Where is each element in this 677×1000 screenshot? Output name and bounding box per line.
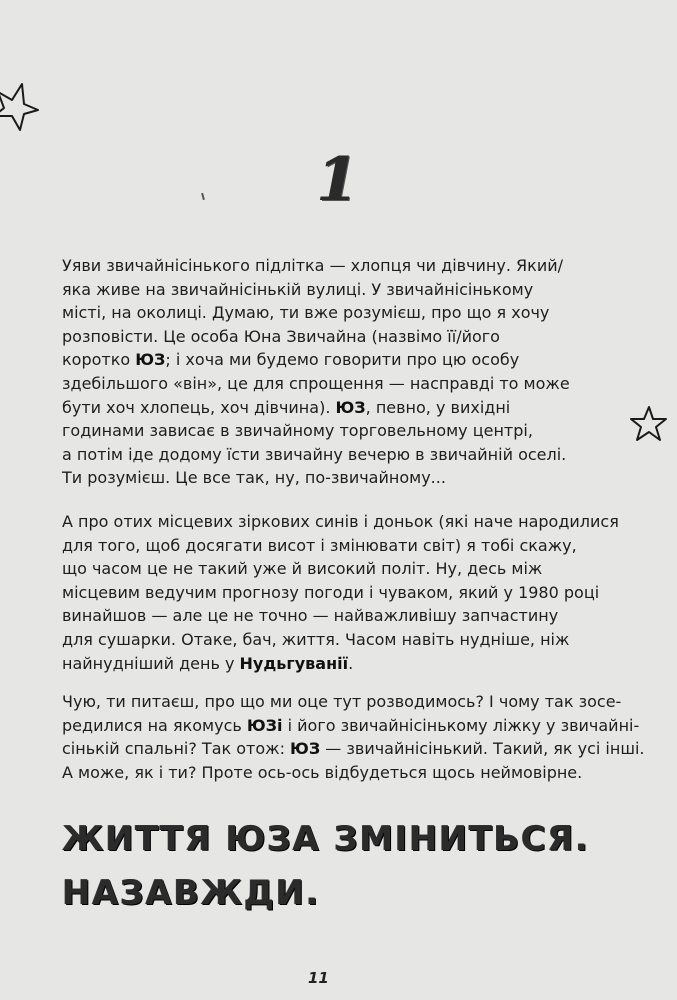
text-line — [62, 714, 640, 738]
bold-term: ЮЗ — [335, 397, 366, 417]
bold-term: ЮЗ — [290, 739, 321, 759]
text-line — [62, 761, 622, 785]
headline — [62, 812, 589, 920]
text-run: годинами зависає в звичайному торговельному центрі, — [62, 421, 533, 441]
text-line — [62, 737, 645, 761]
text-run: . — [348, 653, 354, 673]
text-run: Ти розумієш. Це все так, ну, по-звичайному... — [62, 468, 446, 488]
text-run: бути хоч хлопець, хоч дівчина). — [62, 397, 336, 417]
bold-term: ЮЗі — [246, 715, 283, 735]
text-run: Чую, ти питаєш, про що ми оце тут розводимось? І чому так зосе- — [62, 692, 622, 711]
text-line — [62, 254, 622, 278]
text-line — [62, 510, 622, 534]
paragraph-1 — [62, 254, 622, 490]
text-run: Уяви звичайнісінького підлітка — хлопця чи дівчину. Який/ — [62, 256, 563, 275]
paragraph-2 — [62, 510, 622, 675]
text-run: місті, на околиці. Думаю, ти вже розумієш, про що я хочу — [62, 303, 550, 323]
star-outline-icon — [628, 404, 670, 444]
text-line — [62, 278, 622, 302]
text-run: винайшов — але це не точно — найважливішу запчастину — [62, 606, 559, 626]
text-run: сінькій спальні? Так отож: — [62, 739, 291, 759]
text-line — [62, 581, 622, 605]
print-speck — [201, 193, 205, 200]
text-line — [62, 396, 622, 420]
bold-term: Нудьгуванії — [239, 653, 349, 673]
text-run: редилися на якомусь — [62, 715, 247, 735]
text-run: розповісти. Це особа Юна Звичайна (назвімо її/його — [62, 326, 500, 346]
text-run: яка живе на звичайнісінькій вулиці. У звичайнісінькому — [62, 279, 534, 299]
text-line — [62, 557, 622, 581]
text-run: А про отих місцевих зіркових синів і доньок (які наче народилися — [62, 512, 619, 531]
text-run: , певно, у вихідні — [365, 397, 511, 417]
text-line — [62, 443, 622, 467]
text-line — [62, 348, 622, 372]
text-run: коротко — [62, 350, 136, 370]
headline-line-2: НАЗАВЖДИ. — [62, 873, 320, 913]
text-run: — звичайнісінький. Такий, як усі інші. — [320, 739, 645, 759]
text-run: здебільшого «він», це для спрощення — насправді то може — [62, 373, 570, 393]
text-run: найнудніший день у — [62, 653, 240, 673]
chapter-number: 1 — [316, 145, 358, 215]
headline-line-1: ЖИТТЯ ЮЗА ЗМІНИТЬСЯ. — [62, 819, 590, 859]
text-run: і його звичайнісінькому ліжку у звичайні- — [282, 715, 640, 735]
text-run: місцевим ведучим прогнозу погоди і чуваком, який у 1980 році — [62, 582, 600, 602]
paragraph-3 — [62, 690, 645, 784]
text-line — [62, 628, 622, 652]
bold-term: ЮЗ — [135, 350, 166, 370]
text-line — [62, 325, 622, 349]
text-run: що часом це не такий уже й високий політ. Ну, десь між — [62, 559, 543, 579]
text-run: для того, щоб досягати висот і змінювати світ) я тобі скажу, — [62, 535, 577, 555]
text-run: ; і хоча ми будемо говорити про цю особу — [165, 350, 520, 370]
text-line — [62, 534, 622, 558]
text-line — [62, 419, 622, 443]
text-line — [62, 690, 622, 714]
text-line — [62, 652, 622, 676]
text-run: для сушарки. Отаке, бач, життя. Часом навіть нудніше, ніж — [62, 629, 570, 649]
text-line — [62, 372, 622, 396]
star-outline-icon — [0, 74, 42, 132]
text-line — [62, 301, 622, 325]
text-line — [62, 604, 622, 628]
text-run: а потім іде додому їсти звичайну вечерю в звичайній оселі. — [62, 444, 567, 464]
text-run: А може, як і ти? Проте ось-ось відбудеться щось неймовірне. — [62, 762, 583, 782]
page-number: 11 — [308, 969, 329, 987]
text-line — [62, 466, 622, 490]
